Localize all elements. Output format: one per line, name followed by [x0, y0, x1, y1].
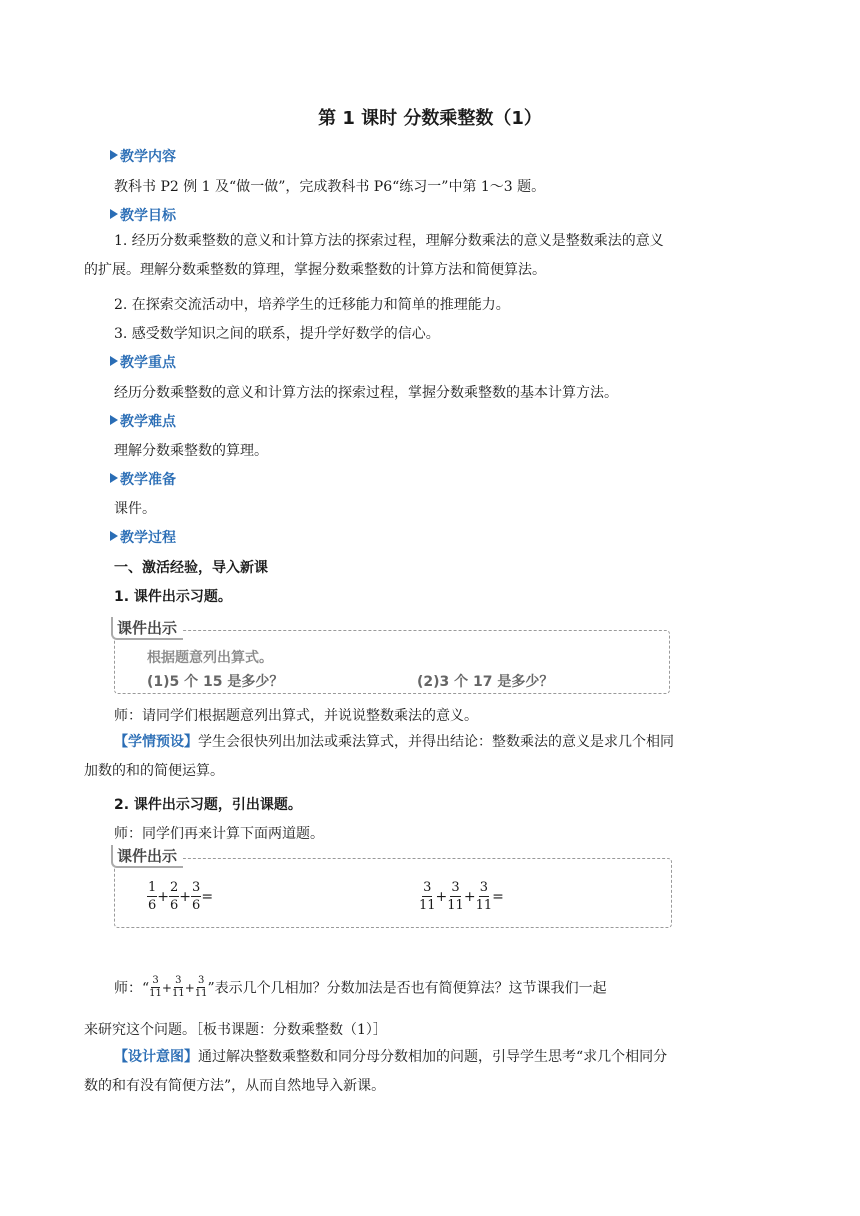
- triangle-icon: [110, 473, 118, 483]
- box-instruction: 根据题意列出算式。: [147, 650, 273, 666]
- prep-text: 课件。: [114, 501, 156, 517]
- preview-tag: 【学情预设】: [114, 734, 198, 750]
- key-text: 经历分数乘整数的意义和计算方法的探索过程，掌握分数乘整数的基本计算方法。: [114, 385, 618, 401]
- triangle-icon: [110, 150, 118, 160]
- difficulty-text: 理解分数乘整数的算理。: [114, 443, 268, 459]
- fraction: $\frac{2}{6}$: [170, 880, 179, 913]
- plus-sign: +: [184, 980, 195, 995]
- section-heading-content: 教学内容: [110, 146, 176, 166]
- triangle-icon: [110, 415, 118, 425]
- section-heading-goals: 教学目标: [110, 205, 176, 225]
- preview-paragraph: 【学情预设】学生会很快列出加法或乘法算式，并得出结论：整数乘法的意义是求几个相同加数的和的简便运算。: [84, 734, 674, 779]
- fraction: $\frac{3}{6}$: [192, 880, 201, 913]
- step1-sub2: 2. 课件出示习题，引出课题。: [114, 797, 302, 813]
- fraction: $\frac{1}{6}$: [148, 880, 157, 913]
- teacher-line-3-cont: 来研究这个问题。［板书课题：分数乘整数（1）］: [84, 1022, 387, 1038]
- teacher-line-2: 师：同学们再来计算下面两道题。: [114, 826, 324, 842]
- teacher-line-1: 师：请同学们根据题意列出算式，并说说整数乘法的意义。: [114, 708, 478, 724]
- plus-sign: +: [157, 888, 170, 905]
- fraction: $\frac{3}{11}$: [419, 880, 436, 913]
- goal-2: 2. 在探索交流活动中，培养学生的迁移能力和简单的推理能力。: [114, 297, 510, 313]
- fraction: $\frac{3}{11}$: [171, 975, 185, 999]
- goal-3: 3. 感受数学知识之间的联系，提升学好数学的信心。: [114, 326, 440, 342]
- equals-sign: =: [492, 888, 504, 905]
- step1-sub1: 1. 课件出示习题。: [114, 589, 232, 605]
- teacher-line-3: 师：“ $\frac{3}{11}$ + $\frac{3}{11}$ + $\frac{3}{11}$ ”表示几个几相加？分数加法是否也有简便算法？这节课我们一起: [114, 975, 607, 999]
- design-tag: 【设计意图】: [114, 1049, 198, 1065]
- plus-sign: +: [463, 888, 476, 905]
- fraction: $\frac{3}{11}$: [194, 975, 208, 999]
- design-paragraph: 【设计意图】通过解决整数乘整数和同分母分数相加的问题，引导学生思考“求几个相同分数的和有没有简便方法”，从而自然地导入新课。: [84, 1049, 668, 1094]
- box-question-2: (2)3 个 17 是多少？: [417, 674, 554, 690]
- goal-1: 1. 经历分数乘整数的意义和计算方法的探索过程，理解分数乘法的意义是整数乘法的意义的扩展。理解分数乘整数的算理，掌握分数乘整数的计算方法和简便算法。: [84, 233, 664, 278]
- content-text: 教科书 P2 例 1 及“做一做”，完成教科书 P6“练习一”中第 1～3 题。: [114, 179, 546, 195]
- triangle-icon: [110, 356, 118, 366]
- step1-heading: 一、激活经验，导入新课: [114, 560, 268, 576]
- plus-sign: +: [161, 980, 172, 995]
- triangle-icon: [110, 531, 118, 541]
- box-question-1: (1)5 个 15 是多少？: [147, 674, 284, 690]
- courseware-box-2: [114, 847, 672, 928]
- fraction-expression-1: [147, 881, 213, 912]
- fraction-expression-2: [419, 881, 504, 912]
- courseware-box-1: [114, 619, 670, 694]
- section-heading-process: 教学过程: [110, 527, 176, 547]
- fraction: $\frac{3}{11}$: [475, 880, 493, 913]
- section-heading-key: 教学重点: [110, 352, 176, 372]
- section-heading-difficulty: 教学难点: [110, 411, 176, 431]
- fraction: $\frac{3}{11}$: [149, 975, 162, 999]
- section-heading-prep: 教学准备: [110, 469, 176, 489]
- triangle-icon: [110, 209, 118, 219]
- box-label: 课件出示: [111, 617, 183, 640]
- plus-sign: +: [179, 888, 192, 905]
- fraction: $\frac{3}{11}$: [447, 880, 464, 913]
- page-title: 第 1 课时 分数乘整数（1）: [318, 108, 542, 129]
- equals-sign: =: [201, 888, 214, 905]
- box-label: 课件出示: [111, 845, 183, 868]
- plus-sign: +: [435, 888, 448, 905]
